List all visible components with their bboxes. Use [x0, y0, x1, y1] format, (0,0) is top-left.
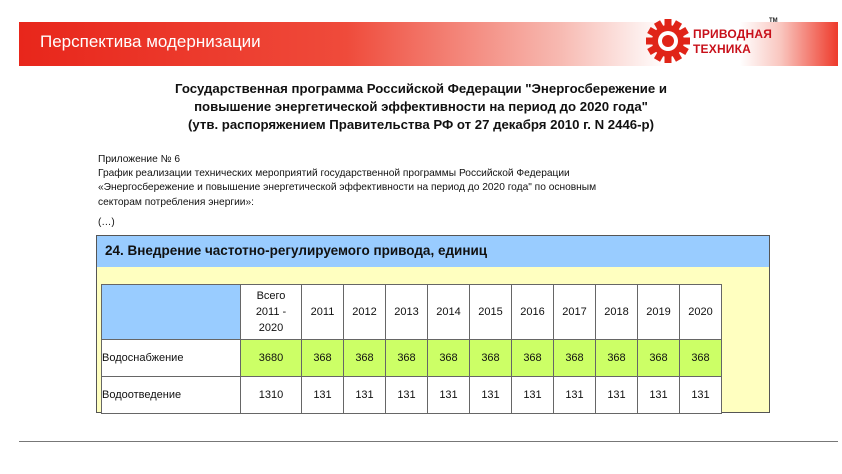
value-cell: 131 [344, 377, 386, 414]
total-header-text: Всего [256, 290, 286, 302]
logo-text-line2: ТЕХНИКА [693, 42, 752, 56]
year-header: 2015 [470, 285, 512, 340]
trademark-mark: TM [769, 18, 778, 24]
value-cell: 368 [428, 340, 470, 377]
section-title: 24. Внедрение частотно-регулируемого привода, единиц [105, 243, 488, 258]
value-cell: 368 [302, 340, 344, 377]
program-title-line: Государственная программа Российской Федерации "Энергосбережение и [175, 81, 667, 96]
company-logo [645, 18, 825, 62]
total-header-text: 2011 - [255, 306, 287, 318]
total-header-text: 2020 [258, 322, 284, 334]
value-cell: 368 [512, 340, 554, 377]
row-label: Водоотведение [102, 377, 241, 414]
vfd-table [101, 284, 722, 414]
year-header: 2020 [680, 285, 722, 340]
program-title-line: (утв. распоряжением Правительства РФ от 27 декабря 2010 г. N 2446-р) [188, 117, 654, 132]
total-cell: 1310 [241, 377, 302, 414]
table-row [102, 340, 722, 377]
value-cell: 368 [596, 340, 638, 377]
value-cell: 131 [470, 377, 512, 414]
value-cell: 131 [512, 377, 554, 414]
value-cell: 131 [638, 377, 680, 414]
value-cell: 131 [554, 377, 596, 414]
appendix-text [98, 153, 758, 210]
appendix-line: «Энергосбережение и повышение энергетической эффективности на период до 2020 года" по основным [98, 182, 597, 194]
value-cell: 368 [386, 340, 428, 377]
year-header: 2018 [596, 285, 638, 340]
slide-title: Перспектива модернизации [40, 32, 261, 51]
appendix-line: График реализации технических мероприятий государственной программы Российской Федерации [98, 168, 570, 180]
value-cell: 131 [302, 377, 344, 414]
total-header-cell [241, 285, 302, 340]
year-header: 2013 [386, 285, 428, 340]
year-header: 2014 [428, 285, 470, 340]
gear-icon [645, 18, 691, 64]
value-cell: 368 [554, 340, 596, 377]
logo-text-line1: ПРИВОДНАЯ [693, 27, 773, 41]
value-cell: 368 [470, 340, 512, 377]
value-cell: 368 [344, 340, 386, 377]
total-cell: 3680 [241, 340, 302, 377]
year-header: 2017 [554, 285, 596, 340]
value-cell: 131 [428, 377, 470, 414]
value-cell: 131 [386, 377, 428, 414]
program-title-line: повышение энергетической эффективности на период до 2020 года" [194, 99, 648, 114]
year-header: 2016 [512, 285, 554, 340]
table-row [102, 377, 722, 414]
ellipsis-note: (…) [98, 217, 115, 228]
year-header: 2019 [638, 285, 680, 340]
program-title [0, 80, 842, 134]
footer-divider [19, 441, 838, 442]
table-header-row [102, 285, 722, 340]
section-title-bar [97, 236, 769, 267]
value-cell: 131 [680, 377, 722, 414]
row-label: Водоснабжение [102, 340, 241, 377]
year-header: 2012 [344, 285, 386, 340]
table-corner-cell [102, 285, 241, 340]
value-cell: 131 [596, 377, 638, 414]
value-cell: 368 [680, 340, 722, 377]
appendix-number: Приложение № 6 [98, 154, 181, 165]
appendix-line: секторам потребления энергии»: [98, 196, 254, 208]
value-cell: 368 [638, 340, 680, 377]
year-header: 2011 [302, 285, 344, 340]
